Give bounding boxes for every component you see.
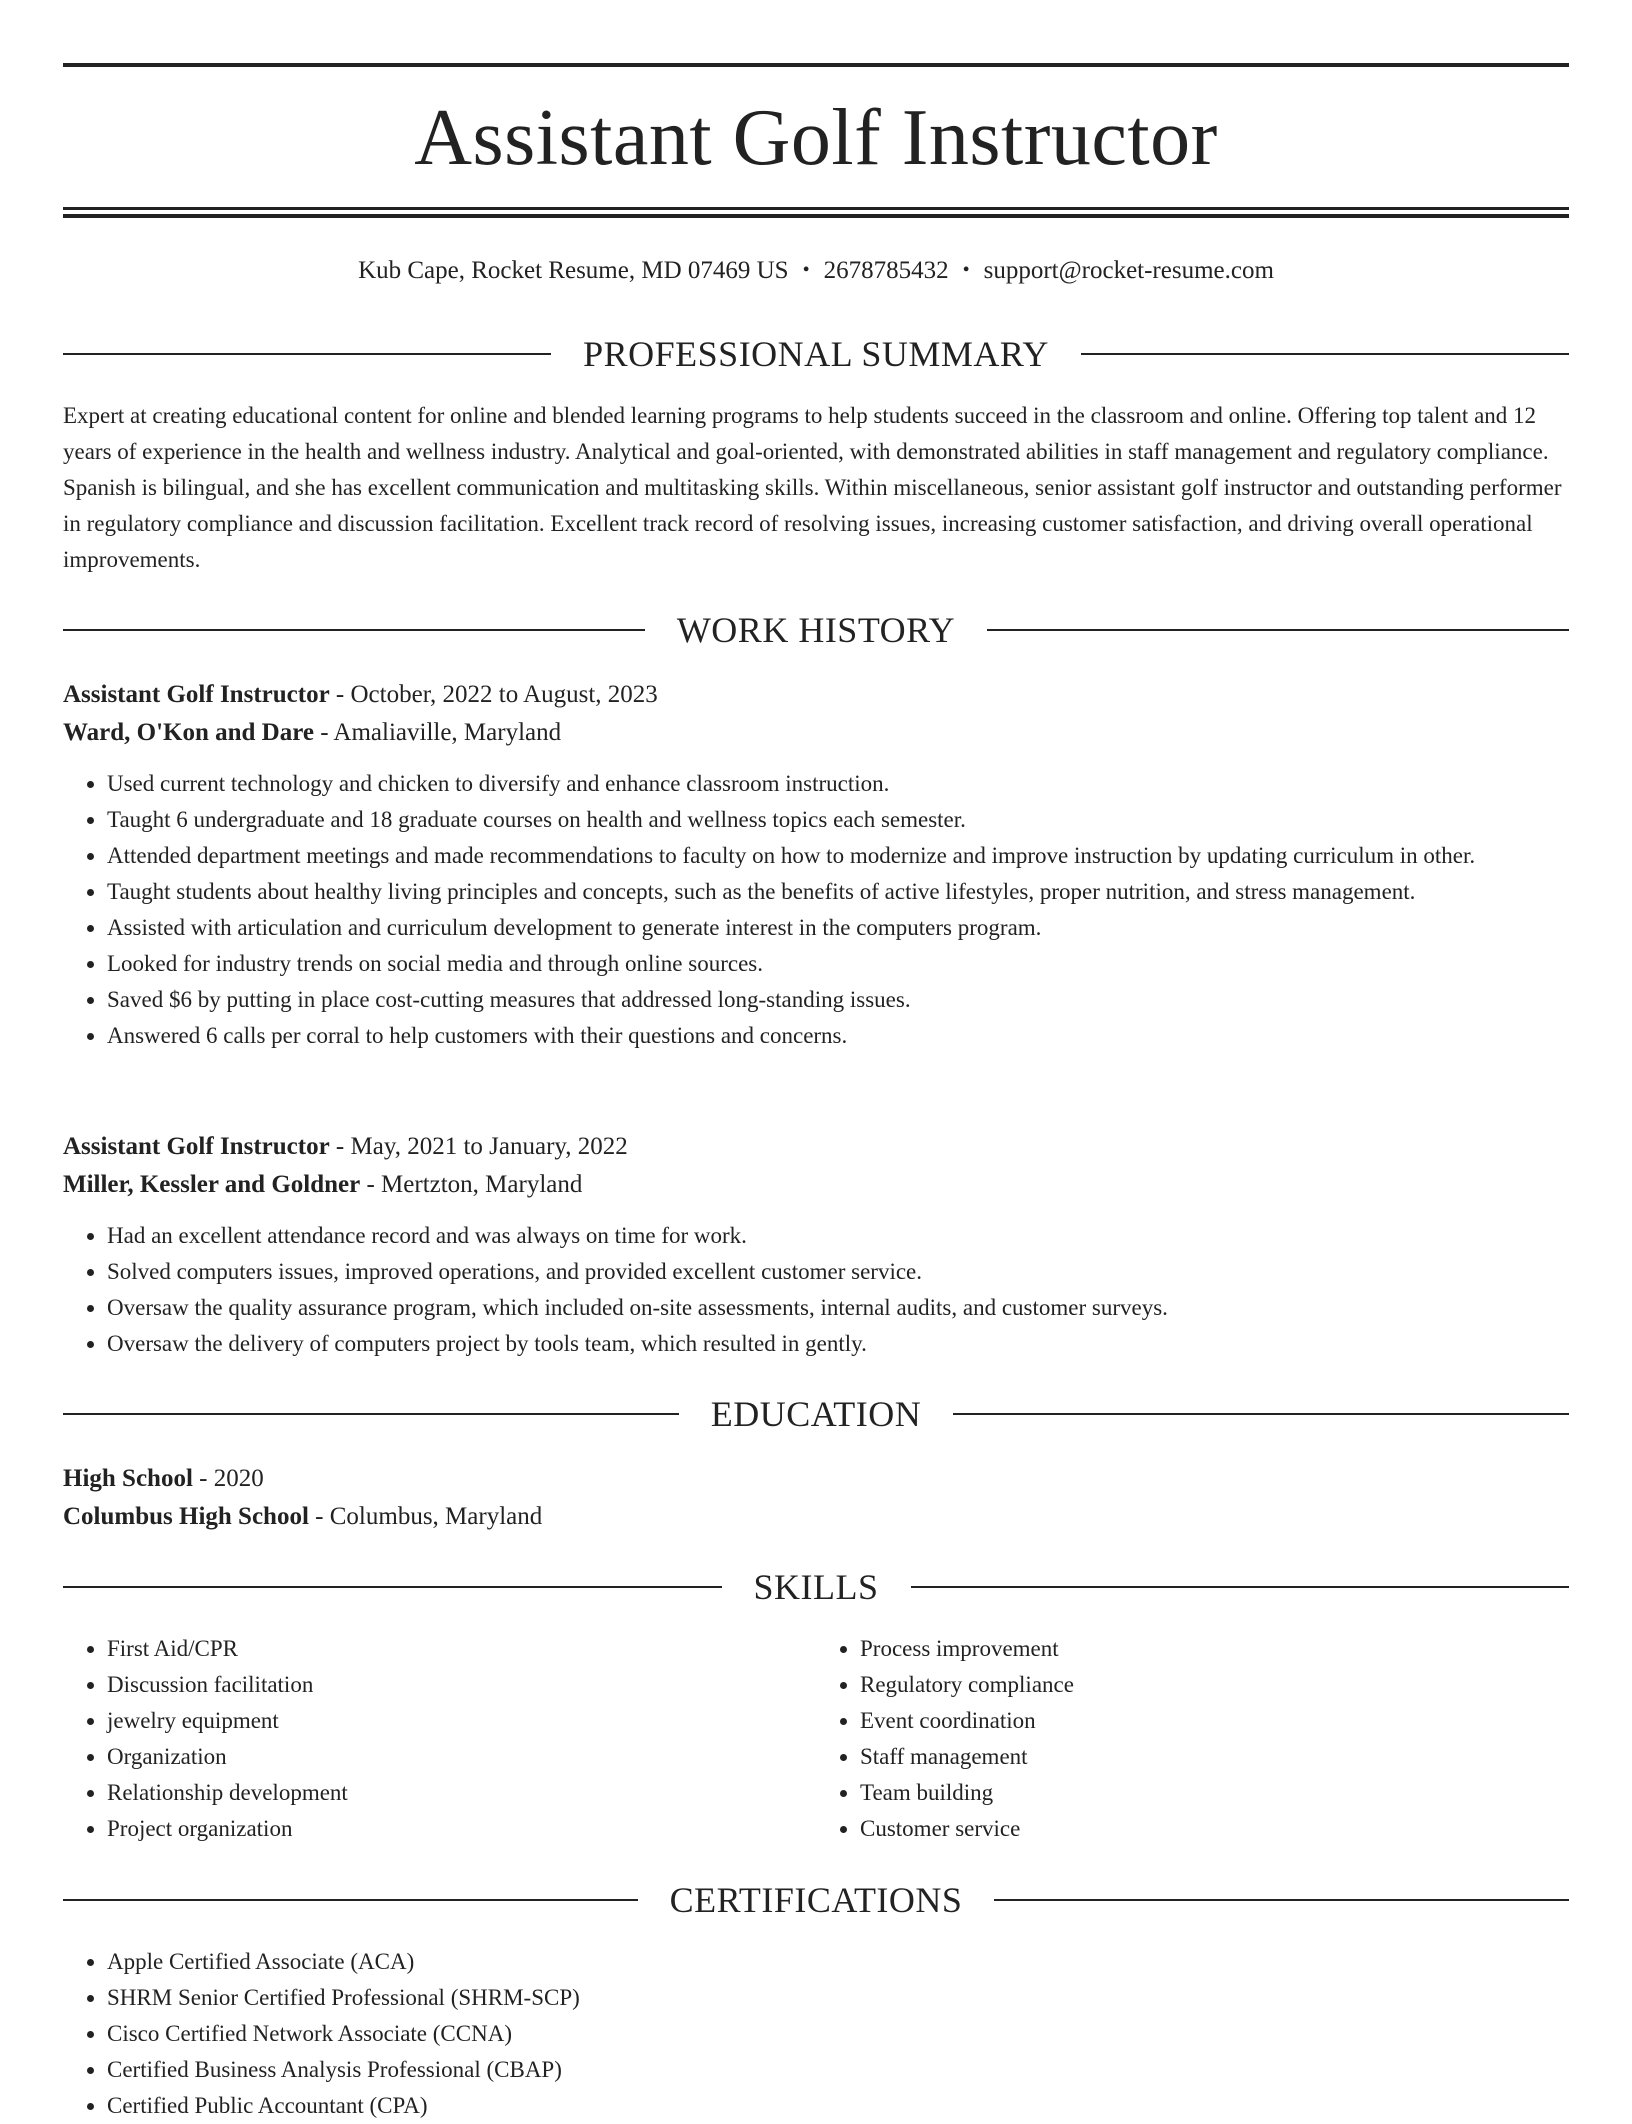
education-year: - 2020 xyxy=(192,1465,264,1492)
job-company-line xyxy=(63,714,1569,752)
heading-rule xyxy=(987,629,1569,631)
education-school: Columbus High School xyxy=(63,1503,309,1530)
skill-item: • jewelry equipment xyxy=(107,1703,816,1739)
certification-item: • Certified Public Accountant (CPA) xyxy=(107,2088,1569,2124)
heading-rule xyxy=(1081,353,1569,355)
heading-rule xyxy=(63,1413,679,1415)
certifications-heading xyxy=(63,1878,1569,1922)
certification-item: • Cisco Certified Network Associate (CCNA) xyxy=(107,2016,1569,2052)
education-entry xyxy=(63,1460,1569,1536)
job-bullet: • Saved $6 by putting in place cost-cutting measures that addressed long-standing issues. xyxy=(107,982,1569,1018)
heading-rule xyxy=(63,1586,722,1588)
resume-name: Assistant Golf Instructor xyxy=(414,94,1218,182)
job-company: Ward, O'Kon and Dare xyxy=(63,719,314,746)
skills-column-right xyxy=(816,1631,1569,1847)
skills-list xyxy=(63,1631,1569,1847)
job-bullet: • Taught 6 undergraduate and 18 graduate courses on health and wellness topics each semester. xyxy=(107,802,1569,838)
skill-item: • Team building xyxy=(860,1775,1569,1811)
job-bullet: • Solved computers issues, improved operations, and provided excellent customer service. xyxy=(107,1254,1569,1290)
education-degree-line xyxy=(63,1460,1569,1498)
contact-line xyxy=(63,252,1569,291)
job-bullet: • Attended department meetings and made recommendations to faculty on how to modernize and improve instruction by updating curriculum in other. xyxy=(107,838,1569,874)
job-bullet: • Assisted with articulation and curriculum development to generate interest in the computers program. xyxy=(107,910,1569,946)
skill-item: • Event coordination xyxy=(860,1703,1569,1739)
job-dates: - October, 2022 to August, 2023 xyxy=(329,681,658,708)
certifications-title: CERTIFICATIONS xyxy=(669,1880,963,1920)
heading-rule xyxy=(911,1586,1570,1588)
skill-item: • Organization xyxy=(107,1739,816,1775)
skill-item: • Project organization xyxy=(107,1811,816,1847)
skill-item: • Staff management xyxy=(860,1739,1569,1775)
job-location: - Amaliaville, Maryland xyxy=(313,719,562,746)
skill-item: • Regulatory compliance xyxy=(860,1667,1569,1703)
heading-rule xyxy=(953,1413,1569,1415)
job-bullet: • Used current technology and chicken to diversify and enhance classroom instruction. xyxy=(107,766,1569,802)
job-dates: - May, 2021 to January, 2022 xyxy=(329,1133,628,1160)
skill-item: • Process improvement xyxy=(860,1631,1569,1667)
heading-rule xyxy=(63,629,645,631)
contact-email: support@rocket-resume.com xyxy=(983,257,1274,284)
summary-text: Expert at creating educational content for online and blended learning programs to help students succeed in the classroom and online. Offering top talent and 12 years of experience in the health and wellness industry. Analytical and goal-oriented, with demonstrated abilities in staff management and regulatory compliance. Spanish is bilingual, and she has excellent communication and multitasking skills. Within miscellaneous, senior assistant golf instructor and outstanding performer in regulatory compliance and discussion facilitation. Excellent track record of resolving issues, increasing customer satisfaction, and driving overall operational improvements. xyxy=(63,403,1562,572)
education-title: EDUCATION xyxy=(710,1394,922,1434)
skill-item: • Customer service xyxy=(860,1811,1569,1847)
skills-heading xyxy=(63,1565,1569,1609)
job-bullet: • Had an excellent attendance record and was always on time for work. xyxy=(107,1218,1569,1254)
contact-address: Kub Cape, Rocket Resume, MD 07469 US xyxy=(358,257,789,284)
education-degree: High School xyxy=(63,1465,193,1492)
certification-item: • Certified Business Analysis Professional (CBAP) xyxy=(107,2052,1569,2088)
skills-title: SKILLS xyxy=(753,1567,879,1607)
job-bullet: • Looked for industry trends on social media and through online sources. xyxy=(107,946,1569,982)
job-entry xyxy=(63,1128,1569,1362)
work-title: WORK HISTORY xyxy=(676,610,956,650)
contact-phone: 2678785432 xyxy=(823,257,949,284)
summary-heading xyxy=(63,332,1569,376)
job-entry xyxy=(63,676,1569,1054)
education-school-line xyxy=(63,1498,1569,1536)
contact-separator: • xyxy=(802,259,810,281)
job-bullet: • Oversaw the quality assurance program, which included on-site assessments, internal audits, and customer surveys. xyxy=(107,1290,1569,1326)
job-location: - Mertzton, Maryland xyxy=(360,1171,583,1198)
heading-rule xyxy=(63,353,551,355)
summary-title: PROFESSIONAL SUMMARY xyxy=(583,334,1049,374)
job-company-line xyxy=(63,1166,1569,1204)
top-rule xyxy=(63,63,1569,67)
skill-item: • Discussion facilitation xyxy=(107,1667,816,1703)
job-bullets xyxy=(63,1218,1569,1362)
skill-item: • Relationship development xyxy=(107,1775,816,1811)
job-bullet: • Answered 6 calls per corral to help customers with their questions and concerns. xyxy=(107,1018,1569,1054)
job-bullets xyxy=(63,766,1569,1054)
job-role-line xyxy=(63,1128,1569,1166)
heading-rule xyxy=(63,1899,638,1901)
certifications-items xyxy=(63,1944,1569,2124)
certifications-list xyxy=(63,1944,1569,2124)
job-role: Assistant Golf Instructor xyxy=(63,681,330,708)
contact-separator: • xyxy=(962,259,970,281)
skills-column-left xyxy=(63,1631,816,1847)
job-role: Assistant Golf Instructor xyxy=(63,1133,330,1160)
work-heading xyxy=(63,608,1569,652)
job-company: Miller, Kessler and Goldner xyxy=(63,1171,361,1198)
heading-rule xyxy=(994,1899,1569,1901)
certification-item: • SHRM Senior Certified Professional (SHRM-SCP) xyxy=(107,1980,1569,2016)
job-bullet: • Taught students about healthy living principles and concepts, such as the benefits of active lifestyles, proper nutrition, and stress management. xyxy=(107,874,1569,910)
education-heading xyxy=(63,1392,1569,1436)
skill-item: • First Aid/CPR xyxy=(107,1631,816,1667)
education-location: - Columbus, Maryland xyxy=(308,1503,543,1530)
certification-item: • Apple Certified Associate (ACA) xyxy=(107,1944,1569,1980)
double-rule xyxy=(63,207,1569,218)
job-role-line xyxy=(63,676,1569,714)
job-bullet: • Oversaw the delivery of computers project by tools team, which resulted in gently. xyxy=(107,1326,1569,1362)
